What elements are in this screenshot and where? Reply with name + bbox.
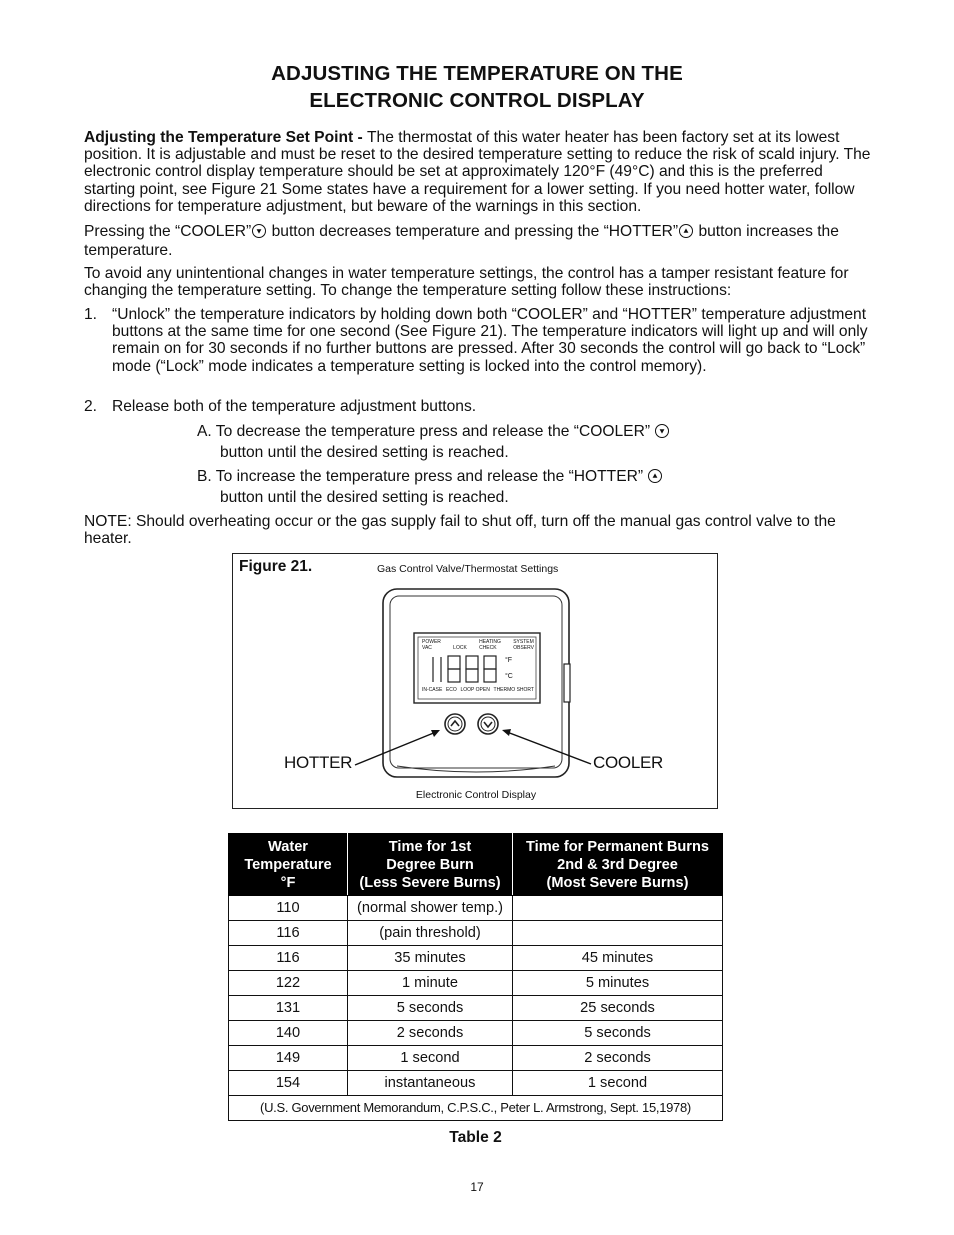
table-row: 116 (pain threshold) (229, 921, 723, 946)
substep-b-line2: button until the desired setting is reached. (220, 489, 509, 506)
figure-caption-bottom: Electronic Control Display (415, 789, 537, 801)
burn-time-table (228, 833, 723, 1121)
table-row: 149 1 second 2 seconds (229, 1046, 723, 1071)
hotter-button-icon (679, 224, 693, 238)
pressing-paragraph (84, 222, 874, 260)
table-row: 122 1 minute 5 minutes (229, 971, 723, 996)
step-2-number: 2. (84, 398, 98, 415)
figure-caption-top: Gas Control Valve/Thermostat Settings (377, 563, 559, 575)
pressing-part3: button increases the temperature. (84, 223, 839, 259)
lcd-label-vac: VAC (422, 644, 432, 651)
pressing-part1: Pressing the “COOLER” (84, 223, 252, 240)
pressing-part2: button decreases temperature and pressing the “HOTTER” (267, 223, 679, 240)
lcd-unit-c: °C (505, 673, 513, 680)
lcd-label-system: SYSTEM (513, 639, 534, 645)
lcd-label-thermo: THERMO (493, 687, 516, 693)
table-header-row (229, 834, 723, 896)
cooler-label: COOLER (593, 753, 663, 772)
table-row: 110 (normal shower temp.) (229, 896, 723, 921)
table-caption: Table 2 (449, 1129, 502, 1146)
lcd-label-check: CHECK (479, 644, 497, 651)
substep-a-line1: A. To decrease the temperature press and release the “COOLER” (197, 423, 655, 440)
page-number: 17 (470, 1180, 484, 1194)
table-footnote: (U.S. Government Memorandum, C.P.S.C., Peter L. Armstrong, Sept. 15,1978) (229, 1096, 723, 1121)
lcd-label-lock: LOCK (453, 644, 467, 651)
table-row: 116 35 minutes 45 minutes (229, 946, 723, 971)
intro-lead: Adjusting the Temperature Set Point - (84, 129, 368, 146)
lcd-unit-f: °F (505, 657, 513, 664)
note-paragraph: NOTE: Should overheating occur or the gas supply fail to shut off, turn off the manual gas control valve to the heater. (84, 513, 836, 548)
substep-a (197, 421, 797, 463)
cooler-button-icon (655, 424, 669, 438)
lcd-bottom-labels (422, 688, 534, 694)
hotter-button-icon (648, 469, 662, 483)
lcd-label-loop: LOOP (460, 687, 475, 693)
title-line-1: ADJUSTING THE TEMPERATURE ON THE (271, 62, 683, 85)
header-first-degree: Time for 1st Degree Burn (Less Severe Burns) (348, 834, 513, 896)
hotter-label: HOTTER (284, 753, 353, 772)
title-line-2: ELECTRONIC CONTROL DISPLAY (309, 89, 645, 112)
lcd-label-open: OPEN (475, 687, 490, 693)
substep-b (197, 466, 797, 508)
figure-label: Figure 21. (239, 558, 313, 575)
figure-21 (232, 553, 718, 809)
intro-paragraph (84, 129, 874, 215)
step-1-number: 1. (84, 306, 98, 323)
table-footnote-row (229, 1096, 723, 1121)
substep-b-line1: B. To increase the temperature press and release the “HOTTER” (197, 468, 648, 485)
step-1-text: “Unlock” the temperature indicators by holding down both “COOLER” and “HOTTER” temperature adjustment buttons at the same time for one second (See Figure 21). The temperature indicators will light up and will only remain on for 30 seconds if no further buttons are pressed. After 30 seconds the control will go back to “Lock” mode (“Lock” mode indicates a temperature setting is locked into the control memory). (112, 306, 868, 375)
page-title (0, 60, 954, 114)
lcd-top-labels (422, 640, 534, 651)
lcd-label-heating: HEATING (479, 639, 501, 645)
header-permanent-burns: Time for Permanent Burns 2nd & 3rd Degree (Most Severe Burns) (513, 834, 723, 896)
table-row: 131 5 seconds 25 seconds (229, 996, 723, 1021)
substep-a-line2: button until the desired setting is reached. (220, 444, 509, 461)
lcd-label-incase: IN-CASE (422, 687, 443, 693)
lcd-label-eco: ECO (445, 687, 457, 693)
step-2-text: Release both of the temperature adjustment buttons. (112, 398, 477, 415)
header-water-temperature: Water Temperature °F (229, 834, 348, 896)
cooler-button-icon (252, 224, 266, 238)
tamper-paragraph: To avoid any unintentional changes in water temperature settings, the control has a tamper resistant feature for changing the temperature setting. To change the temperature setting follow these instructions: (84, 265, 849, 300)
table-row: 140 2 seconds 5 seconds (229, 1021, 723, 1046)
intro-text: The thermostat of this water heater has been factory set at its lowest position. It is adjustable and must be reset to the desired temperature setting to reduce the risk of scald injury. The electronic control display temperature should be set at approximately 120°F (49°C) and this is the preferred starting point, see Figure 21 Some states have a requirement for a lower setting. If you need hotter water, follow directions for temperature adjustment, but beware of the warnings in this section. (84, 129, 871, 215)
lcd-label-power: POWER (422, 639, 441, 645)
table-row: 154 instantaneous 1 second (229, 1071, 723, 1096)
lcd-label-observ: OBSERV (513, 644, 534, 651)
lcd-label-short: SHORT (516, 687, 534, 693)
